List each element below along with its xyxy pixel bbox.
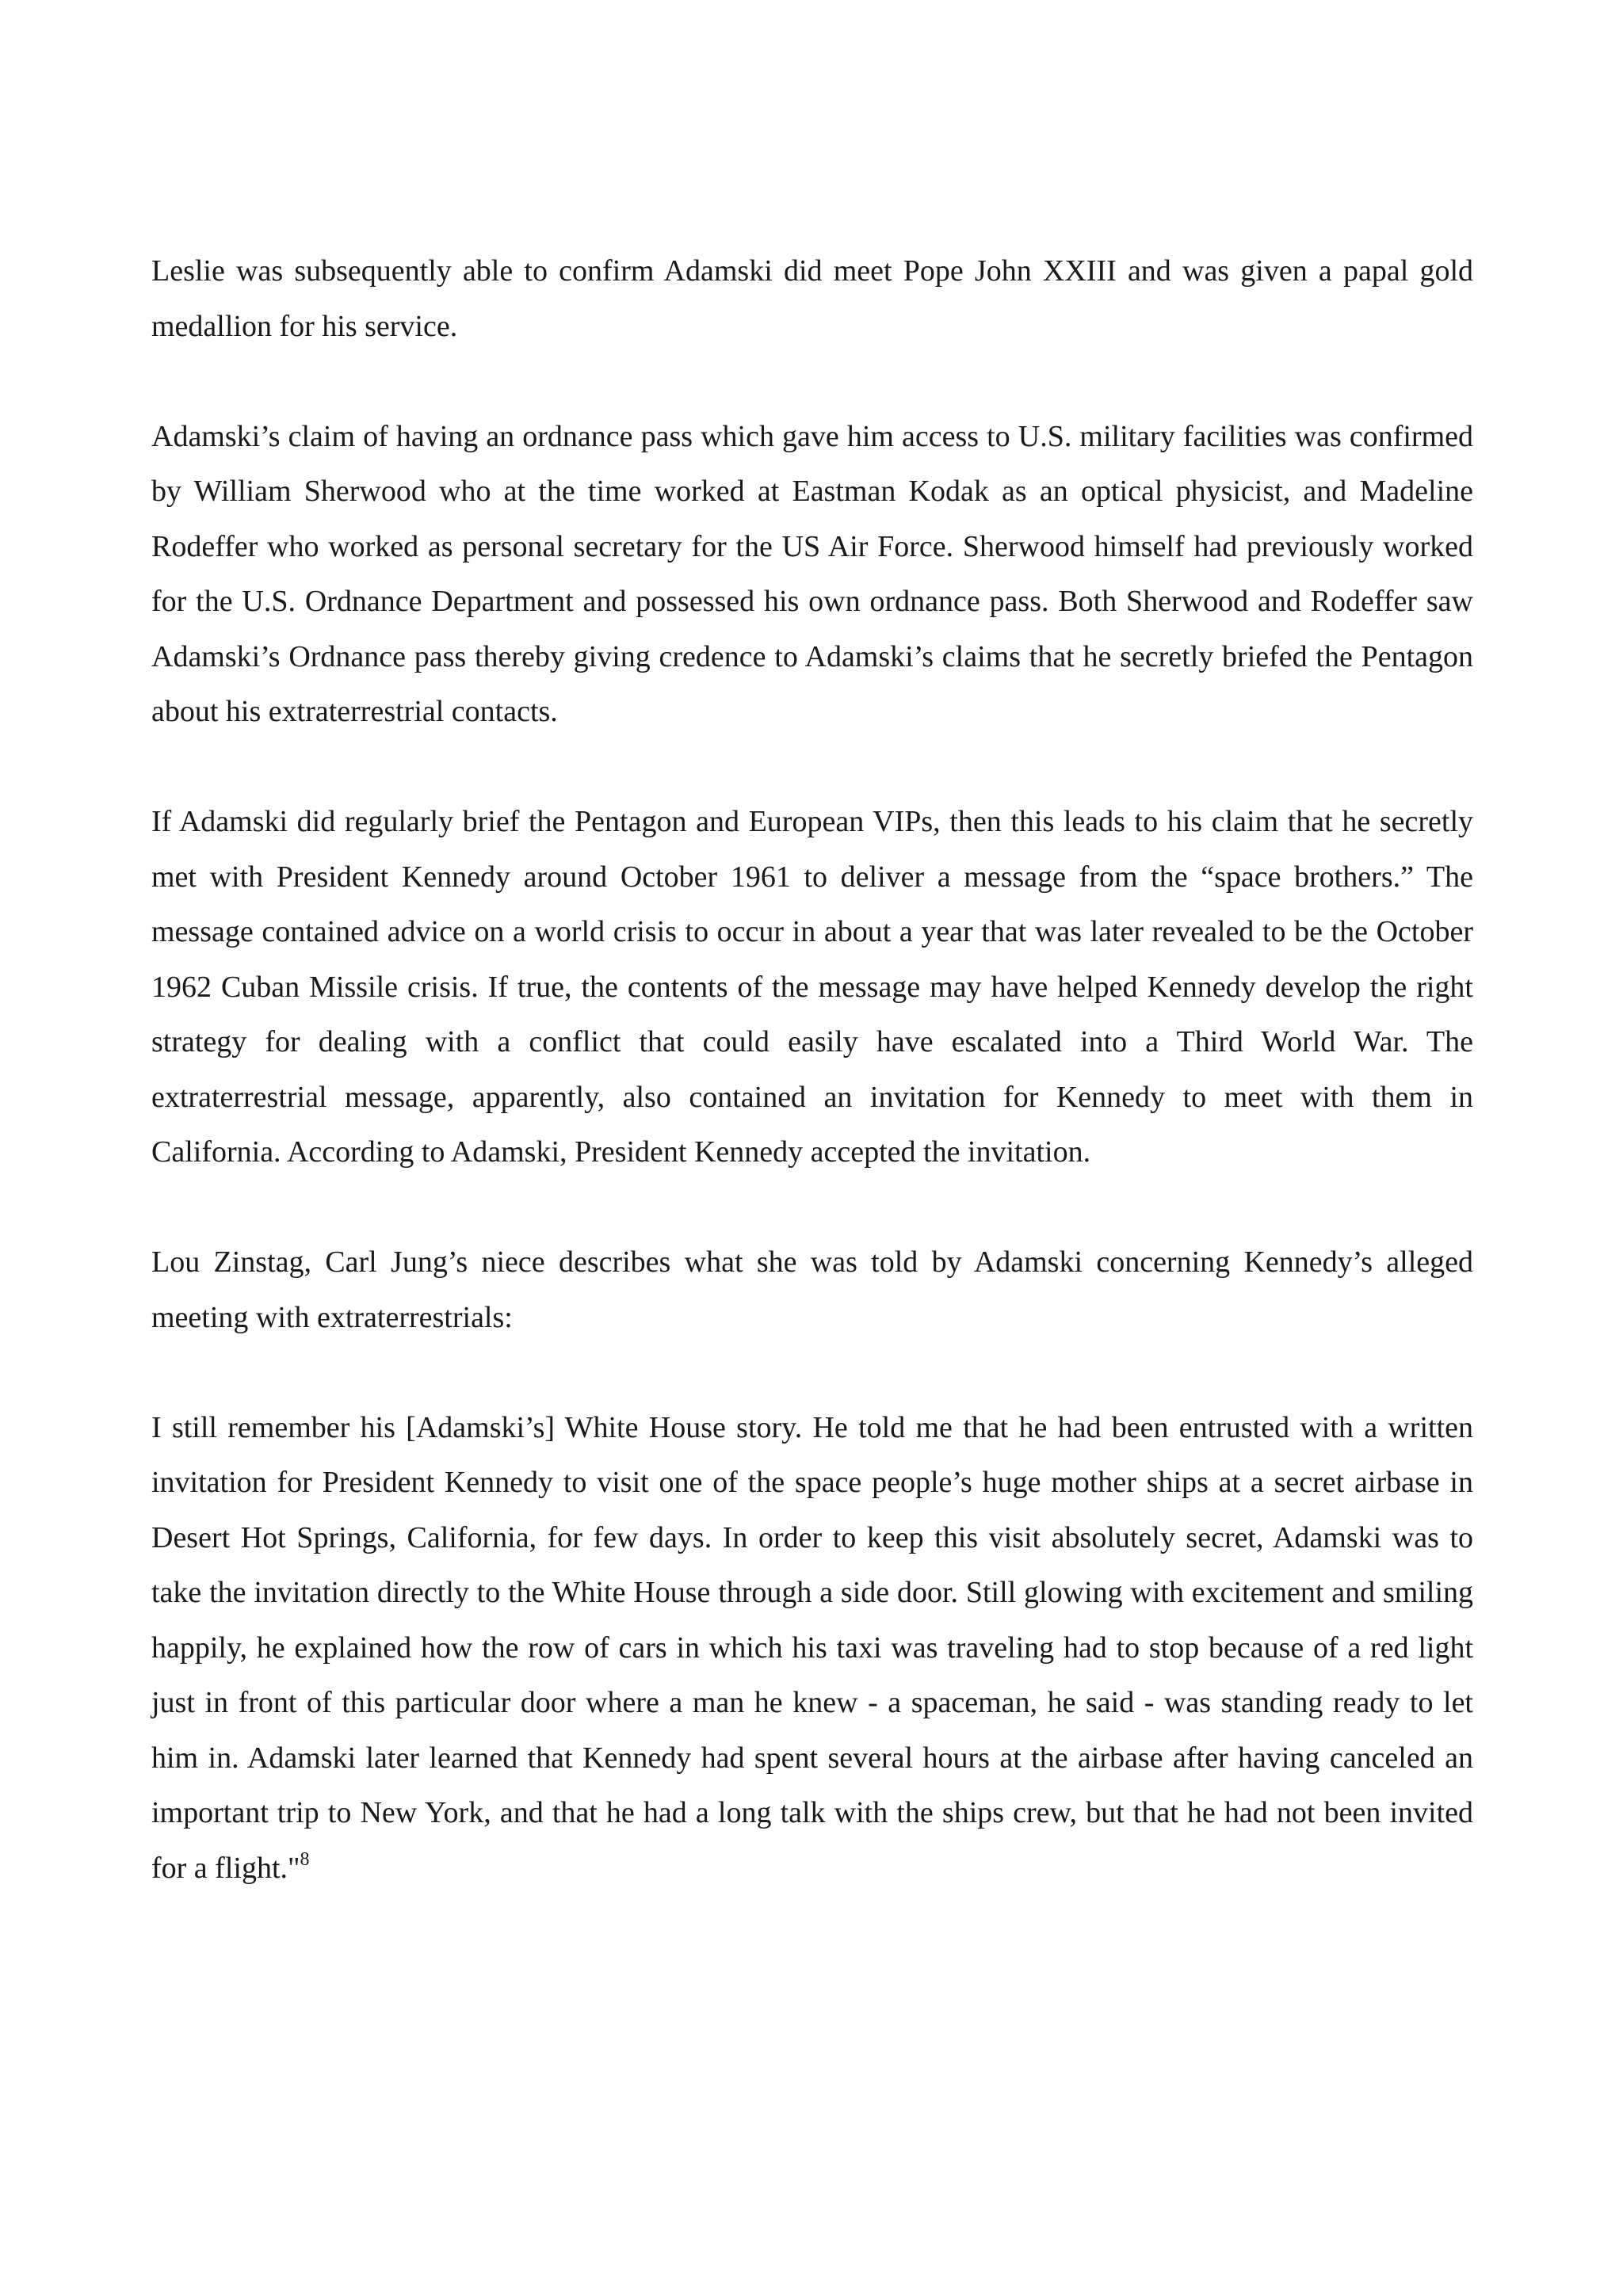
footnote-marker[interactable]: 8 [300, 1848, 310, 1870]
paragraph-lou-zinstag-intro: Lou Zinstag, Carl Jung’s niece describes what she was told by Adamski concerning Kennedy’s alleged meeting with extraterrestrials: [151, 1245, 1473, 1334]
paragraph-kennedy-meeting: If Adamski did regularly brief the Pentagon and European VIPs, then this leads to his claim that he secretly met with President Kennedy around October 1961 to deliver a message from the “space brothers.” The message contained advice on a world crisis to occur in about a year that was later revealed to be the October 1962 Cuban Missile crisis. If true, the contents of the message may have helped Kennedy develop the right strategy for dealing with a conflict that could easily have escalated into a Third World War. The extraterrestrial message, apparently, also contained an invitation for Kennedy to meet with them in California. According to Adamski, President Kennedy accepted the invitation. [151, 805, 1473, 1169]
body-text [151, 244, 1473, 1896]
quote-text: I still remember his [Adamski’s] White House story. He told me that he had been entrusted with a written invitation for President Kennedy to visit one of the space people’s huge mother ships at a secret airbase in Desert Hot Springs, California, for few days. In order to keep this visit absolutely secret, Adamski was to take the invitation directly to the White House through a side door. Still glowing with excitement and smiling happily, he explained how the row of cars in which his taxi was traveling had to stop because of a red light just in front of this particular door where a man he knew - a spaceman, he said - was standing ready to let him in. Adamski later learned that Kennedy had spent several hours at the airbase after having canceled an important trip to New York, and that he had a long talk with the ships crew, but that he had not been invited for a flight." [151, 1410, 1473, 1885]
paragraph-papal-medallion: Leslie was subsequently able to confirm Adamski did meet Pope John XXIII and was given a papal gold medallion for his service. [151, 254, 1473, 343]
paragraph-ordnance-pass: Adamski’s claim of having an ordnance pass which gave him access to U.S. military facilities was confirmed by William Sherwood who at the time worked at Eastman Kodak as an optical physicist, and Madeline Rodeffer who worked as personal secretary for the US Air Force. Sherwood himself had previously worked for the U.S. Ordnance Department and possessed his own ordnance pass. Both Sherwood and Rodeffer saw Adamski’s Ordnance pass thereby giving credence to Adamski’s claims that he secretly briefed the Pentagon about his extraterrestrial contacts. [151, 419, 1473, 728]
quote-white-house-story [151, 1401, 1473, 1897]
